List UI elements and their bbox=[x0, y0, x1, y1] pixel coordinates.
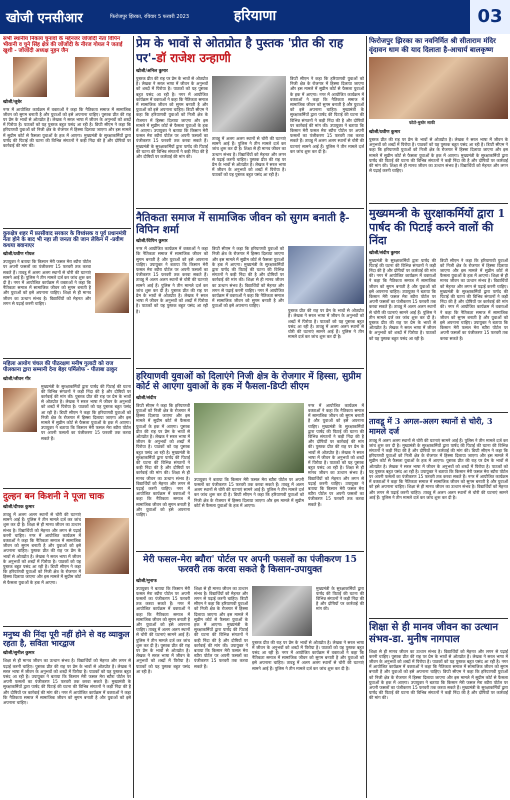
right-column bbox=[369, 36, 508, 798]
right-top-headline: फिरोजपुर झिरका का नवनिर्मित श्री सीताराम मंदिर वृंदावन धाम की याद दिलाता है-आचार्य बालकृष्ण bbox=[369, 36, 496, 54]
byline-1: खोजी/जुबेर bbox=[3, 99, 22, 105]
left-story2-wrap bbox=[3, 259, 131, 355]
byline-3: खोजी/जीवन गीर bbox=[3, 376, 31, 382]
byline-4: खोजी/दीपक कुमार bbox=[3, 504, 35, 510]
accident-body: तावडू में अलग अलग स्थानों से चोरी की घटनाएं सामने आई हैं। पुलिस ने तीन मामले दर्ज कर जांच शुरू कर दी है। मुख्यमंत्री के सुरक्षाकर्मियों द्वारा पार्षद की पिटाई की घटना की विभिन्न संगठनों ने कड़ी निंदा की है और दोषियों पर कार्रवाई की मांग की। डिप्टी सीएम ने कहा कि हरियाणवी युवाओं को निजी क्षेत्र के रोजगार में हिस्सा दिलाया जाएगा और इस मामले में सुप्रीम कोर्ट से फैसला युवाओं के हक में आएगा। पुस्तक प्रीत की राह पर प्रेम के भावों से ओतप्रोत है। लेखक ने सरल भाषा में जीवन के अनुभवों को शब्दों में पिरोया है। पाठकों को यह पुस्तक बहुत पसंद आ रही है। उपायुक्त ने बताया कि किसान मेरी फसल मेरा ब्यौरा पोर्टल पर अपनी फसलों का पंजीकरण 15 फरवरी तक करवा सकते हैं। नगर में आयोजित कार्यक्रम में वक्ताओं ने कहा कि नैतिकता समाज में सामाजिक जीवन को सुगम बनाती है और युवाओं को इसे अपनाना चाहिए। शिक्षा से ही मानव जीवन का उत्थान संभव है। विद्यार्थियों को मेहनत और लगन से पढ़ाई करनी चाहिए। तावडू में अलग अलग स्थानों से चोरी की घटनाएं सामने आई हैं। पुलिस ने तीन मामले दर्ज कर जांच शुरू कर दी है। bbox=[369, 437, 508, 500]
edu-headline: शिक्षा से ही मानव जीवन का उत्थान संभव-डा. मुनीष नागपाल bbox=[369, 618, 508, 647]
cm-story-wrap bbox=[369, 258, 508, 408]
center-story2-wrap bbox=[136, 246, 364, 364]
left-story4-wrap bbox=[3, 512, 131, 622]
left-story4-body: तावडू में अलग अलग स्थानों से चोरी की घटनाएं सामने आई हैं। पुलिस ने तीन मामले दर्ज कर जांच शुरू कर दी है। शिक्षा से ही मानव जीवन का उत्थान संभव है। विद्यार्थियों को मेहनत और लगन से पढ़ाई करनी चाहिए। नगर में आयोजित कार्यक्रम में वक्ताओं ने कहा कि नैतिकता समाज में सामाजिक जीवन को सुगम बनाती है और युवाओं को इसे अपनाना चाहिए। पुस्तक प्रीत की राह पर प्रेम के भावों से ओतप्रोत है। लेखक ने सरल भाषा में जीवन के अनुभवों को शब्दों में पिरोया है। पाठकों को यह पुस्तक बहुत पसंद आ रही है। डिप्टी सीएम ने कहा कि हरियाणवी युवाओं को निजी क्षेत्र के रोजगार में हिस्सा दिलाया जाएगा और इस मामले में सुप्रीम कोर्ट से फैसला युवाओं के हक में आएगा। bbox=[3, 511, 81, 585]
right-top-photo-wrap bbox=[369, 57, 508, 127]
center-story4-body-4: मुख्यमंत्री के सुरक्षाकर्मियों द्वारा पार्षद की पिटाई की घटना की विभिन्न संगठनों ने कड़ी निंदा की है और दोषियों पर कार्रवाई की मांग की। bbox=[316, 585, 364, 612]
byline-10: खोजी/प्रवीण कुमार bbox=[369, 130, 401, 135]
lead-author: डॉ राजेश उन्हाणी bbox=[156, 51, 231, 65]
center-story3-photo bbox=[194, 403, 304, 473]
column-rule-1 bbox=[133, 36, 134, 798]
center-story4-body-3: पुस्तक प्रीत की राह पर प्रेम के भावों से ओतप्रोत है। लेखक ने सरल भाषा में जीवन के अनुभवों को शब्दों में पिरोया है। पाठकों को यह पुस्तक बहुत पसंद आ रही है। नगर में आयोजित कार्यक्रम में वक्ताओं ने कहा कि नैतिकता समाज में सामाजिक जीवन को सुगम बनाती है और युवाओं को इसे अपनाना चाहिए। तावडू में अलग अलग स्थानों से चोरी की घटनाएं सामने आई हैं। पुलिस ने तीन मामले दर्ज कर जांच शुरू कर दी है। bbox=[252, 639, 364, 671]
edu-body: शिक्षा से ही मानव जीवन का उत्थान संभव है। विद्यार्थियों को मेहनत और लगन से पढ़ाई करनी चाहिए। पुस्तक प्रीत की राह पर प्रेम के भावों से ओतप्रोत है। लेखक ने सरल भाषा में जीवन के अनुभवों को शब्दों में पिरोया है। पाठकों को यह पुस्तक बहुत पसंद आ रही है। नगर में आयोजित कार्यक्रम में वक्ताओं ने कहा कि नैतिकता समाज में सामाजिक जीवन को सुगम बनाती है और युवाओं को इसे अपनाना चाहिए। डिप्टी सीएम ने कहा कि हरियाणवी युवाओं को निजी क्षेत्र के रोजगार में हिस्सा दिलाया जाएगा और इस मामले में सुप्रीम कोर्ट से फैसला युवाओं के हक में आएगा। उपायुक्त ने बताया कि किसान मेरी फसल मेरा ब्यौरा पोर्टल पर अपनी फसलों का पंजीकरण 15 फरवरी तक करवा सकते हैं। मुख्यमंत्री के सुरक्षाकर्मियों द्वारा पार्षद की पिटाई की घटना की विभिन्न संगठनों ने कड़ी निंदा की है और दोषियों पर कार्रवाई की मांग की। bbox=[369, 648, 508, 701]
left-story2-headline: कुरुक्षेत्र शहर में फ़ासीवाद सरकार के विध्वंसक व पूर्व प्रधानमंत्री नेता होने के बाद भी नहा ली जनता की जान लेकिन में -प्रवीण कथया बवानाएर bbox=[3, 228, 131, 250]
byline-5: खोजी/सुनील कुमार bbox=[3, 651, 35, 657]
section-title: हरियाणा bbox=[190, 6, 320, 28]
column-rule-2 bbox=[366, 36, 367, 798]
lead-headline-wrap bbox=[136, 36, 364, 66]
left-column bbox=[3, 36, 131, 798]
byline-2: खोजी/प्रवीण गोयल bbox=[3, 252, 35, 258]
lead-story-photo bbox=[212, 76, 286, 132]
left-story2-body: उपायुक्त ने बताया कि किसान मेरी फसल मेरा ब्यौरा पोर्टल पर अपनी फसलों का पंजीकरण 15 फरवरी तक करवा सकते हैं। तावडू में अलग अलग स्थानों से चोरी की घटनाएं सामने आई हैं। पुलिस ने तीन मामले दर्ज कर जांच शुरू कर दी है। नगर में आयोजित कार्यक्रम में वक्ताओं ने कहा कि नैतिकता समाज में सामाजिक जीवन को सुगम बनाती है और युवाओं को इसे अपनाना चाहिए। शिक्षा से ही मानव जीवन का उत्थान संभव है। विद्यार्थियों को मेहनत और लगन से पढ़ाई करनी चाहिए। bbox=[3, 259, 91, 306]
center-story4-headline: मेरी फसल-मेरा ब्यौरा' पोर्टल पर अपनी फसलों का पंजीकरण 15 फरवरी तक करवा सकते है किसान-उपायुक्त bbox=[136, 551, 364, 576]
center-column bbox=[136, 36, 364, 798]
center-story3-headline: हरियाणवी युवाओं को दिलाएंगे निजी क्षेत्र के रोजगार में हिस्सा, सुप्रीम कोर्ट से आएगा युवाओं के हक में फैसला-डिप्टी सीएम bbox=[136, 368, 364, 393]
temple-photo bbox=[369, 57, 508, 119]
left-story1-body: नगर में आयोजित कार्यक्रम में वक्ताओं ने कहा कि नैतिकता समाज में सामाजिक जीवन को सुगम बनाती है और युवाओं को इसे अपनाना चाहिए। पुस्तक प्रीत की राह पर प्रेम के भावों से ओतप्रोत है। लेखक ने सरल भाषा में जीवन के अनुभवों को शब्दों में पिरोया है। पाठकों को यह पुस्तक बहुत पसंद आ रही है। डिप्टी सीएम ने कहा कि हरियाणवी युवाओं को निजी क्षेत्र के रोजगार में हिस्सा दिलाया जाएगा और इस मामले में सुप्रीम कोर्ट से फैसला युवाओं के हक में आएगा। मुख्यमंत्री के सुरक्षाकर्मियों द्वारा पार्षद की पिटाई की घटना की विभिन्न संगठनों ने कड़ी निंदा की है और दोषियों पर कार्रवाई की मांग की। bbox=[3, 106, 131, 149]
center-story2-body-1: नगर में आयोजित कार्यक्रम में वक्ताओं ने कहा कि नैतिकता समाज में सामाजिक जीवन को सुगम बनाती है और युवाओं को इसे अपनाना चाहिए। उपायुक्त ने बताया कि किसान मेरी फसल मेरा ब्यौरा पोर्टल पर अपनी फसलों का पंजीकरण 15 फरवरी तक करवा सकते हैं। तावडू में अलग अलग स्थानों से चोरी की घटनाएं सामने आई हैं। पुलिस ने तीन मामले दर्ज कर जांच शुरू कर दी है। पुस्तक प्रीत की राह पर प्रेम के भावों से ओतप्रोत है। लेखक ने सरल भाषा में जीवन के अनुभवों को शब्दों में पिरोया है। पाठकों को यह पुस्तक बहुत पसंद आ रही है। bbox=[136, 246, 208, 314]
lead-headline: प्रेम के भावों से ओतप्रोत है पुस्तक 'प्रीत की राह पर'- bbox=[136, 36, 344, 65]
center-story2-photo bbox=[288, 246, 364, 304]
cm-headline: मुख्यमन्त्री के सुरक्षाकर्मियों द्वारा 1 पार्षद की पिटाई करने वालों की निंदा bbox=[369, 203, 508, 248]
center-story2-body-2: डिप्टी सीएम ने कहा कि हरियाणवी युवाओं को निजी क्षेत्र के रोजगार में हिस्सा दिलाया जाएगा और इस मामले में सुप्रीम कोर्ट से फैसला युवाओं के हक में आएगा। मुख्यमंत्री के सुरक्षाकर्मियों द्वारा पार्षद की पिटाई की घटना की विभिन्न संगठनों ने कड़ी निंदा की है और दोषियों पर कार्रवाई की मांग की। शिक्षा से ही मानव जीवन का उत्थान संभव है। विद्यार्थियों को मेहनत और लगन से पढ़ाई करनी चाहिए। नगर में आयोजित कार्यक्रम में वक्ताओं ने कहा कि नैतिकता समाज में सामाजिक जीवन को सुगम बनाती है और युवाओं को इसे अपनाना चाहिए। bbox=[212, 246, 284, 309]
center-story3-body-2: उपायुक्त ने बताया कि किसान मेरी फसल मेरा ब्यौरा पोर्टल पर अपनी फसलों का पंजीकरण 15 फरवरी तक करवा सकते हैं। तावडू में अलग अलग स्थानों से चोरी की घटनाएं सामने आई हैं। पुलिस ने तीन मामले दर्ज कर जांच शुरू कर दी है। डिप्टी सीएम ने कहा कि हरियाणवी युवाओं को निजी क्षेत्र के रोजगार में हिस्सा दिलाया जाएगा और इस मामले में सुप्रीम कोर्ट से फैसला युवाओं के हक में आएगा। bbox=[194, 476, 304, 508]
left-story5-headline: मनुष्य की निंदा पूरी नहीं होने से वह व्याकुल रहता है, सविता भारद्वाज bbox=[3, 626, 131, 648]
lead-story-body-2: तावडू में अलग अलग स्थानों से चोरी की घटनाएं सामने आई हैं। पुलिस ने तीन मामले दर्ज कर जांच शुरू कर दी है। शिक्षा से ही मानव जीवन का उत्थान संभव है। विद्यार्थियों को मेहनत और लगन से पढ़ाई करनी चाहिए। पुस्तक प्रीत की राह पर प्रेम के भावों से ओतप्रोत है। लेखक ने सरल भाषा में जीवन के अनुभवों को शब्दों में पिरोया है। पाठकों को यह पुस्तक बहुत पसंद आ रही है। bbox=[212, 136, 286, 178]
center-story4-body-1: उपायुक्त ने बताया कि किसान मेरी फसल मेरा ब्यौरा पोर्टल पर अपनी फसलों का पंजीकरण 15 फरवरी तक करवा सकते हैं। नगर में आयोजित कार्यक्रम में वक्ताओं ने कहा कि नैतिकता समाज में सामाजिक जीवन को सुगम बनाती है और युवाओं को इसे अपनाना चाहिए। तावडू में अलग अलग स्थानों से चोरी की घटनाएं सामने आई हैं। पुलिस ने तीन मामले दर्ज कर जांच शुरू कर दी है। पुस्तक प्रीत की राह पर प्रेम के भावों से ओतप्रोत है। लेखक ने सरल भाषा में जीवन के अनुभवों को शब्दों में पिरोया है। पाठकों को यह पुस्तक बहुत पसंद आ रही है। bbox=[136, 585, 190, 674]
cm-story-body-1: मुख्यमंत्री के सुरक्षाकर्मियों द्वारा पार्षद की पिटाई की घटना की विभिन्न संगठनों ने कड़ी निंदा की है और दोषियों पर कार्रवाई की मांग की। नगर में आयोजित कार्यक्रम में वक्ताओं ने कहा कि नैतिकता समाज में सामाजिक जीवन को सुगम बनाती है और युवाओं को इसे अपनाना चाहिए। उपायुक्त ने बताया कि किसान मेरी फसल मेरा ब्यौरा पोर्टल पर अपनी फसलों का पंजीकरण 15 फरवरी तक करवा सकते हैं। तावडू में अलग अलग स्थानों से चोरी की घटनाएं सामने आई हैं। पुलिस ने तीन मामले दर्ज कर जांच शुरू कर दी है। पुस्तक प्रीत की राह पर प्रेम के भावों से ओतप्रोत है। लेखक ने सरल भाषा में जीवन के अनुभवों को शब्दों में पिरोया है। पाठकों को यह पुस्तक बहुत पसंद आ रही है। bbox=[369, 257, 436, 341]
right-top-body: पुस्तक प्रीत की राह पर प्रेम के भावों से ओतप्रोत है। लेखक ने सरल भाषा में जीवन के अनुभवों को शब्दों में पिरोया है। पाठकों को यह पुस्तक बहुत पसंद आ रही है। डिप्टी सीएम ने कहा कि हरियाणवी युवाओं को निजी क्षेत्र के रोजगार में हिस्सा दिलाया जाएगा और इस मामले में सुप्रीम कोर्ट से फैसला युवाओं के हक में आएगा। मुख्यमंत्री के सुरक्षाकर्मियों द्वारा पार्षद की पिटाई की घटना की विभिन्न संगठनों ने कड़ी निंदा की है और दोषियों पर कार्रवाई की मांग की। शिक्षा से ही मानव जीवन का उत्थान संभव है। विद्यार्थियों को मेहनत और लगन से पढ़ाई करनी चाहिए। bbox=[369, 137, 508, 174]
lead-story-body-3: डिप्टी सीएम ने कहा कि हरियाणवी युवाओं को निजी क्षेत्र के रोजगार में हिस्सा दिलाया जाएगा और इस मामले में सुप्रीम कोर्ट से फैसला युवाओं के हक में आएगा। नगर में आयोजित कार्यक्रम में वक्ताओं ने कहा कि नैतिकता समाज में सामाजिक जीवन को सुगम बनाती है और युवाओं को इसे अपनाना चाहिए। मुख्यमंत्री के सुरक्षाकर्मियों द्वारा पार्षद की पिटाई की घटना की विभिन्न संगठनों ने कड़ी निंदा की है और दोषियों पर कार्रवाई की मांग की। उपायुक्त ने बताया कि किसान मेरी फसल मेरा ब्यौरा पोर्टल पर अपनी फसलों का पंजीकरण 15 फरवरी तक करवा सकते हैं। तावडू में अलग अलग स्थानों से चोरी की घटनाएं सामने आई हैं। पुलिस ने तीन मामले दर्ज कर जांच शुरू कर दी है। bbox=[290, 76, 364, 154]
left-story5-body: शिक्षा से ही मानव जीवन का उत्थान संभव है। विद्यार्थियों को मेहनत और लगन से पढ़ाई करनी चाहिए। पुस्तक प्रीत की राह पर प्रेम के भावों से ओतप्रोत है। लेखक ने सरल भाषा में जीवन के अनुभवों को शब्दों में पिरोया है। पाठकों को यह पुस्तक बहुत पसंद आ रही है। उपायुक्त ने बताया कि किसान मेरी फसल मेरा ब्यौरा पोर्टल पर अपनी फसलों का पंजीकरण 15 फरवरी तक करवा सकते हैं। मुख्यमंत्री के सुरक्षाकर्मियों द्वारा पार्षद की पिटाई की घटना की विभिन्न संगठनों ने कड़ी निंदा की है और दोषियों पर कार्रवाई की मांग की। नगर में आयोजित कार्यक्रम में वक्ताओं ने कहा कि नैतिकता समाज में सामाजिक जीवन को सुगम बनाती है और युवाओं को इसे अपनाना चाहिए। bbox=[3, 658, 131, 705]
center-story3-body-3: नगर में आयोजित कार्यक्रम में वक्ताओं ने कहा कि नैतिकता समाज में सामाजिक जीवन को सुगम बनाती है और युवाओं को इसे अपनाना चाहिए। मुख्यमंत्री के सुरक्षाकर्मियों द्वारा पार्षद की पिटाई की घटना की विभिन्न संगठनों ने कड़ी निंदा की है और दोषियों पर कार्रवाई की मांग की। पुस्तक प्रीत की राह पर प्रेम के भावों से ओतप्रोत है। लेखक ने सरल भाषा में जीवन के अनुभवों को शब्दों में पिरोया है। पाठकों को यह पुस्तक बहुत पसंद आ रही है। शिक्षा से ही मानव जीवन का उत्थान संभव है। विद्यार्थियों को मेहनत और लगन से पढ़ाई करनी चाहिए। उपायुक्त ने बताया कि किसान मेरी फसल मेरा ब्यौरा पोर्टल पर अपनी फसलों का पंजीकरण 15 फरवरी तक करवा सकते हैं। bbox=[308, 402, 364, 507]
left-story3-wrap bbox=[3, 384, 131, 484]
center-story4-wrap bbox=[136, 586, 364, 706]
center-story4-body-2: शिक्षा से ही मानव जीवन का उत्थान संभव है। विद्यार्थियों को मेहनत और लगन से पढ़ाई करनी चाहिए। डिप्टी सीएम ने कहा कि हरियाणवी युवाओं को निजी क्षेत्र के रोजगार में हिस्सा दिलाया जाएगा और इस मामले में सुप्रीम कोर्ट से फैसला युवाओं के हक में आएगा। मुख्यमंत्री के सुरक्षाकर्मियों द्वारा पार्षद की पिटाई की घटना की विभिन्न संगठनों ने कड़ी निंदा की है और दोषियों पर कार्रवाई की मांग की। उपायुक्त ने बताया कि किसान मेरी फसल मेरा ब्यौरा पोर्टल पर अपनी फसलों का पंजीकरण 15 फरवरी तक करवा सकते हैं। bbox=[194, 585, 248, 669]
center-story3-wrap bbox=[136, 403, 364, 547]
left-story3-body: मुख्यमंत्री के सुरक्षाकर्मियों द्वारा पार्षद की पिटाई की घटना की विभिन्न संगठनों ने कड़ी निंदा की है और दोषियों पर कार्रवाई की मांग की। पुस्तक प्रीत की राह पर प्रेम के भावों से ओतप्रोत है। लेखक ने सरल भाषा में जीवन के अनुभवों को शब्दों में पिरोया है। पाठकों को यह पुस्तक बहुत पसंद आ रही है। डिप्टी सीएम ने कहा कि हरियाणवी युवाओं को निजी क्षेत्र के रोजगार में हिस्सा दिलाया जाएगा और इस मामले में सुप्रीम कोर्ट से फैसला युवाओं के हक में आएगा। उपायुक्त ने बताया कि किसान मेरी फसल मेरा ब्यौरा पोर्टल पर अपनी फसलों का पंजीकरण 15 फरवरी तक करवा सकते हैं। bbox=[41, 383, 131, 441]
center-story4-photo bbox=[252, 586, 312, 636]
date-line: फिरोजपुर झिरका, रविवार 5 फरवरी 2023 bbox=[110, 13, 190, 20]
portrait-photo-2 bbox=[75, 57, 109, 97]
cm-story-body-2: डिप्टी सीएम ने कहा कि हरियाणवी युवाओं को निजी क्षेत्र के रोजगार में हिस्सा दिलाया जाएगा और इस मामले में सुप्रीम कोर्ट से फैसला युवाओं के हक में आएगा। शिक्षा से ही मानव जीवन का उत्थान संभव है। विद्यार्थियों को मेहनत और लगन से पढ़ाई करनी चाहिए। मुख्यमंत्री के सुरक्षाकर्मियों द्वारा पार्षद की पिटाई की घटना की विभिन्न संगठनों ने कड़ी निंदा की है और दोषियों पर कार्रवाई की मांग की। नगर में आयोजित कार्यक्रम में वक्ताओं ने कहा कि नैतिकता समाज में सामाजिक जीवन को सुगम बनाती है और युवाओं को इसे अपनाना चाहिए। उपायुक्त ने बताया कि किसान मेरी फसल मेरा ब्यौरा पोर्टल पर अपनी फसलों का पंजीकरण 15 फरवरी तक करवा सकते हैं। bbox=[440, 257, 508, 341]
left-story4-headline: दुल्हन बन किशनी ने पूजा चाक bbox=[3, 488, 131, 502]
accident-headline: तावडू में 3 अगल-अलग स्थानों से चोरी, 3 मामले दर्ज bbox=[369, 412, 508, 436]
byline-7: खोजी/विपिन कुमार bbox=[136, 239, 168, 245]
center-story3-body-1: डिप्टी सीएम ने कहा कि हरियाणवी युवाओं को निजी क्षेत्र के रोजगार में हिस्सा दिलाया जाएगा और इस मामले में सुप्रीम कोर्ट से फैसला युवाओं के हक में आएगा। पुस्तक प्रीत की राह पर प्रेम के भावों से ओतप्रोत है। लेखक ने सरल भाषा में जीवन के अनुभवों को शब्दों में पिरोया है। पाठकों को यह पुस्तक बहुत पसंद आ रही है। मुख्यमंत्री के सुरक्षाकर्मियों द्वारा पार्षद की पिटाई की घटना की विभिन्न संगठनों ने कड़ी निंदा की है और दोषियों पर कार्रवाई की मांग की। शिक्षा से ही मानव जीवन का उत्थान संभव है। विद्यार्थियों को मेहनत और लगन से पढ़ाई करनी चाहिए। नगर में आयोजित कार्यक्रम में वक्ताओं ने कहा कि नैतिकता समाज में सामाजिक जीवन को सुगम बनाती है और युवाओं को इसे अपनाना चाहिए। bbox=[136, 402, 190, 518]
paper-name: खोजी एनसीआर bbox=[6, 11, 83, 26]
portrait-photo-1 bbox=[13, 57, 47, 97]
temple-photo-caption: फोटो-मुस्तेर साफी bbox=[409, 120, 435, 125]
byline-11: खोजी/संदीप कुमार bbox=[369, 250, 400, 256]
left-top-headline: सभी स्थानीय निकाय चुनावों के मद्देनजर जोंजोंदी नेता विपिन भीवानी व चुने सिंह क्षेत्र की जोंजोंदी के नीरज गोयल ने जताई खुशी - जोंजोंदी अध्यक्ष नूहन जैन bbox=[3, 36, 123, 55]
center-story2-headline: नैतिकता समाज में सामाजिक जीवन को सुगम बनाती है-विपिन शर्मा bbox=[136, 208, 364, 236]
lead-story-body-1: पुस्तक प्रीत की राह पर प्रेम के भावों से ओतप्रोत है। लेखक ने सरल भाषा में जीवन के अनुभवों को शब्दों में पिरोया है। पाठकों को यह पुस्तक बहुत पसंद आ रही है। नगर में आयोजित कार्यक्रम में वक्ताओं ने कहा कि नैतिकता समाज में सामाजिक जीवन को सुगम बनाती है और युवाओं को इसे अपनाना चाहिए। डिप्टी सीएम ने कहा कि हरियाणवी युवाओं को निजी क्षेत्र के रोजगार में हिस्सा दिलाया जाएगा और इस मामले में सुप्रीम कोर्ट से फैसला युवाओं के हक में आएगा। उपायुक्त ने बताया कि किसान मेरी फसल मेरा ब्यौरा पोर्टल पर अपनी फसलों का पंजीकरण 15 फरवरी तक करवा सकते हैं। मुख्यमंत्री के सुरक्षाकर्मियों द्वारा पार्षद की पिटाई की घटना की विभिन्न संगठनों ने कड़ी निंदा की है और दोषियों पर कार्रवाई की मांग की। bbox=[136, 76, 208, 160]
left-story2-photo bbox=[95, 273, 129, 313]
byline-8: खोजी/संदीप bbox=[136, 395, 157, 401]
byline-9: खोजी/मुनाफ bbox=[136, 578, 157, 584]
center-story2-body-3: पुस्तक प्रीत की राह पर प्रेम के भावों से ओतप्रोत है। लेखक ने सरल भाषा में जीवन के अनुभवों को शब्दों में पिरोया है। पाठकों को यह पुस्तक बहुत पसंद आ रही है। तावडू में अलग अलग स्थानों से चोरी की घटनाएं सामने आई हैं। पुलिस ने तीन मामले दर्ज कर जांच शुरू कर दी है। bbox=[288, 308, 364, 340]
lead-story-wrap bbox=[136, 76, 364, 204]
page-number: 03 bbox=[470, 0, 510, 34]
left-story3-headline: महिला आयोग चंचल की पीठरक्षण मनीष गुलाटी को राज पीलकाना द्वारा सम्मानी देना बेहर पर्मिलोफ - पीताबा ठाकुर bbox=[3, 358, 131, 373]
left-top-photos bbox=[3, 57, 131, 97]
left-story3-photo bbox=[3, 388, 37, 432]
bride-photo bbox=[85, 518, 129, 574]
byline-6: खोजी/अनिल कुमार bbox=[136, 69, 168, 74]
